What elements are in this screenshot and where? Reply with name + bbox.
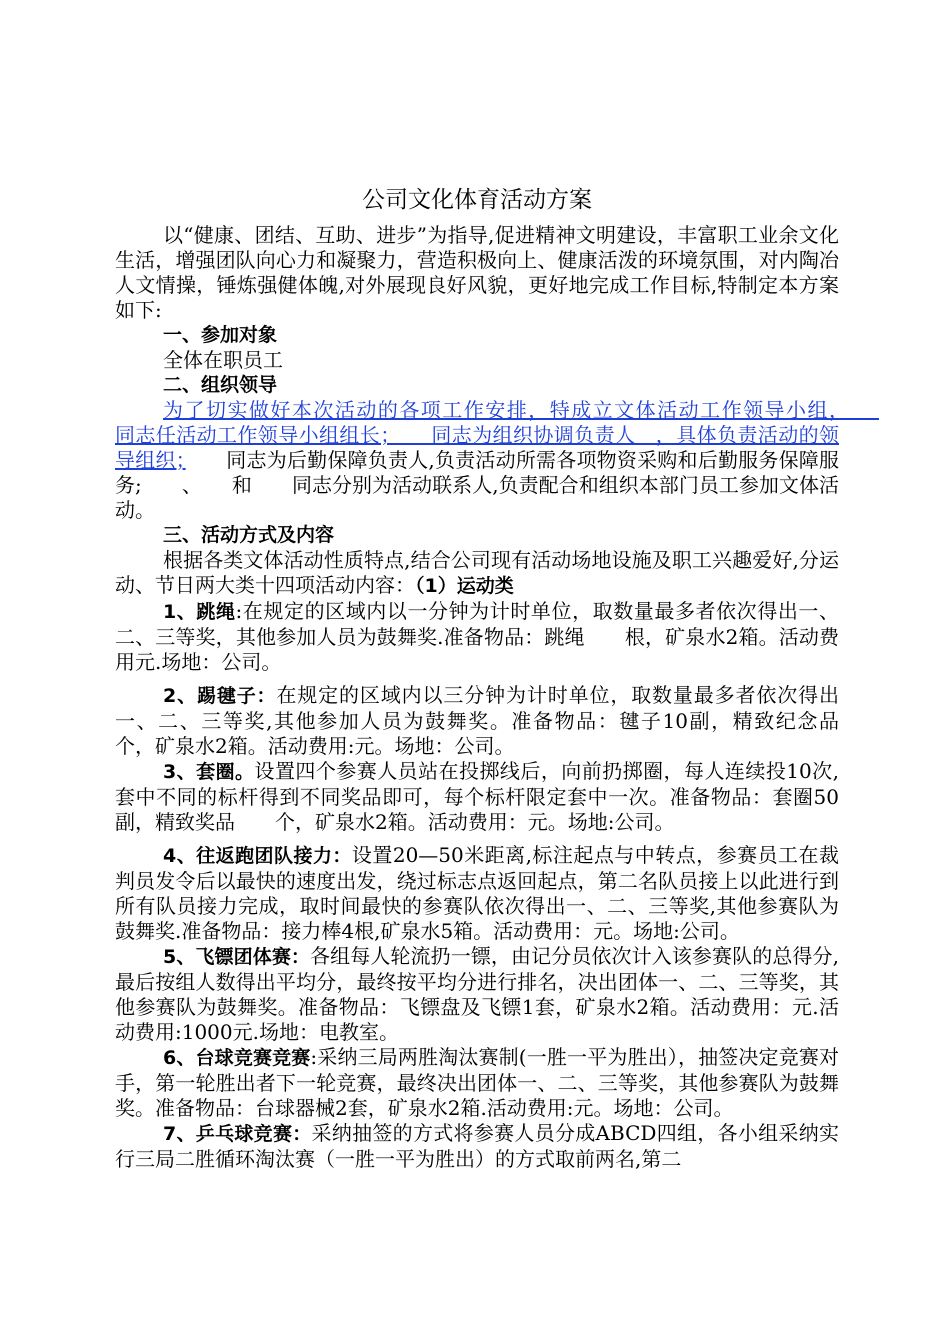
organization-link[interactable]: 为了切实做好本次活动的各项工作安排，特成立文体活动工作领导小组， 同志任活动工作领导小组组长； 同志为组织协调负责人 ，具体负责活动的领导组织； [115, 398, 879, 472]
document-page [115, 184, 879, 1172]
activity-name: 4、往返跑团队接力： [163, 845, 352, 867]
activities-intro [115, 548, 839, 599]
activity-text: 采纳抽签的方式将参赛人员分成ABCD四组，各小组采纳实行三局二胜循环淘汰赛（一胜一平为胜出）的方式取前两名,第二 [115, 1121, 839, 1171]
activity-item [115, 1121, 839, 1172]
activity-text: 设置20—50米距离,标注起点与中转点，参赛员工在裁判员发令后以最快的速度出发，绕过标志点返回起点，第二名队员接上以此进行到所有队员接力完成，取时间最快的参赛队依次得出一、二、三等奖,其他参赛队为鼓舞奖.准备物品：接力棒4根,矿泉水5箱。活动费用：元。场地:公司。 [115, 843, 839, 943]
activity-item [115, 1045, 839, 1121]
section-heading-activities: 三、活动方式及内容 [163, 524, 335, 546]
activity-name: 5、飞镖团体赛： [163, 946, 311, 968]
activity-item [115, 683, 879, 759]
activity-name: 3、套圈。 [163, 761, 255, 783]
activities-intro-text: 根据各类文体活动性质特点,结合公司现有活动场地设施及职工兴趣爱好,分运动、节日两大类十四项活动内容： [115, 548, 839, 597]
activity-name: 7、乒乓球竞赛： [163, 1123, 312, 1145]
activity-item [115, 843, 839, 944]
activity-item [115, 759, 839, 835]
organization-paragraph [115, 398, 879, 523]
participants-text: 全体在职员工 [163, 348, 283, 372]
activity-name: 6、台球竞赛竞赛 [163, 1047, 311, 1069]
activity-text: 设置四个参赛人员站在投掷线后，向前扔掷圈，每人连续投10次,套中不同的标杆得到不同奖品即可，每个标杆限定套中一次。准备物品：套圈50副，精致奖品 个，矿泉水2箱。活动费用：元。场地:公司。 [115, 759, 839, 834]
activity-text: :采纳三局两胜淘汰赛制(一胜一平为胜出），抽签决定竞赛对手，第一轮胜出者下一轮竞赛，最终决出团体一、二、三等奖，其他参赛队为鼓舞奖。准备物品：台球器械2套，矿泉水2箱.活动费用:元。场地：公司。 [115, 1045, 839, 1120]
intro-paragraph: 以“健康、团结、互助、进步”为指导,促进精神文明建设，丰富职工业余文化生活，增强团队向心力和凝聚力，营造积极向上、健康活泼的环境氛围，对内陶冶人文情操，锤炼强健体魄,对外展现良好风貌，更好地完成工作目标,特制定本方案如下: [115, 223, 839, 322]
document-title: 公司文化体育活动方案 [362, 187, 592, 213]
activity-item [115, 599, 839, 675]
activity-item [115, 944, 839, 1045]
activity-name: 1、跳绳 [163, 601, 236, 623]
section-heading-participants: 一、参加对象 [163, 324, 278, 346]
organization-text: 同志为后勤保障负责人,负责活动所需各项物资采购和后勤服务保障服务; 、 和 同志分别为活动联系人,负责配合和组织本部门员工参加文体活动。 [115, 448, 840, 522]
activity-text: 在规定的区域内以三分钟为计时单位，取数量最多者依次得出一、二、三等奖,其他参加人员为鼓舞奖。准备物品：毽子10副，精致纪念品 个，矿泉水2箱。活动费用:元。场地：公司。 [115, 683, 879, 758]
activity-text: 各组每人轮流扔一镖，由记分员依次计入该参赛队的总得分,最后按组人数得出平均分，最终按平均分进行排名，决出团体一、二、三等奖，其他参赛队为鼓舞奖。准备物品：飞镖盘及飞镖1套，矿泉水2箱。活动费用：元.活动费用:1000元.场地：电教室。 [115, 944, 839, 1044]
category-label: （1）运动类 [415, 575, 514, 597]
activity-name: 2、踢毽子： [163, 685, 277, 707]
section-heading-organization: 二、组织领导 [163, 374, 278, 396]
activity-text: :在规定的区域内以一分钟为计时单位，取数量最多者依次得出一、二、三等奖，其他参加人员为鼓舞奖.准备物品：跳绳 根，矿泉水2箱。活动费用元.场地：公司。 [115, 599, 839, 674]
